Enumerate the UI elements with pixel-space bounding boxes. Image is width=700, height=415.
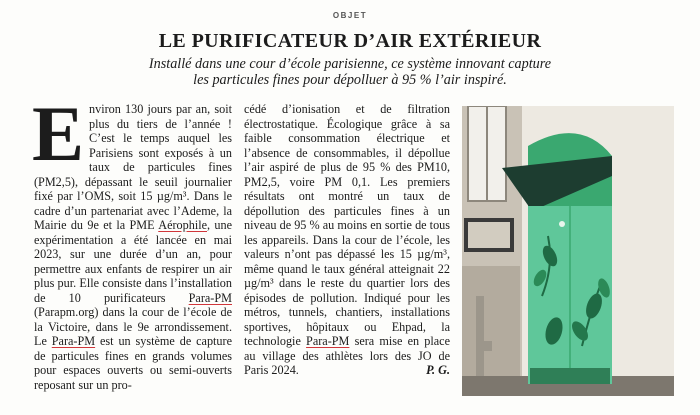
signature: P. G. [426,363,450,377]
photo-illustration [462,106,674,396]
link-para-pm-2[interactable]: Para-PM [51,334,96,348]
col2-text-1: cédé d’ionisation et de filtration électrostatique. Écologique grâce à sa faible consommation électrique et l’absence de consommables, il dépollue l’air aspiré de plus de 95 % des PM10, PM2,5, voire PM 0,1. Les premiers résultats ont montré un taux de dépollution des particules fines à un niveau de 95 % au moins en sortie de tous les appareils. Dans la cour de l’école, les valeurs n’ont pas dépassé les 15 µg/m³, même quand le taux général atteignait 22 µg/m³ dans le reste du quartier lors des épisodes de pollution. Indiqué pour les métros, tunnels, chantiers, installations sportives, hôpitaux ou Ehpad, la technologie [244,102,450,348]
drop-cap: E [32,90,85,177]
col1-text-4: est un système de capture de particules fines en grands volumes pour espaces ouverts ou semi-ouverts reposant sur un pro- [34,334,232,392]
col2-text-2: sera mise en place au village des athlètes lors des JO de Paris 2024. [244,334,450,377]
rubric: OBJET [332,11,368,20]
col1-paragraph [32,90,232,392]
link-para-pm-1[interactable]: Para-PM [188,290,232,305]
col1-text-3: (Parapm.org) dans la cour de l’école de la Victoire, dans le 9e arrondissement. Le [34,305,232,348]
col2-paragraph [244,102,450,378]
col1-text-2: , une expérimentation a été lancée en mai 2023, sur une durée d’un an, pour permettre aux enfants de respirer un air plus pur. Elle consiste dans l’installation de 10 purificateurs [34,218,232,305]
deck-line-1: Installé dans une cour d’école parisienne, ce système innovant capture [148,56,552,72]
article-column-1 [32,90,232,392]
purifier-photo [462,106,674,396]
article-column-2 [244,102,450,378]
col1-text-1: nviron 130 jours par an, soit plus du tiers de l’année ! C’est le temps auquel les Parisiens sont exposés à un taux de particules fines (PM2,5), dépassant le seuil journalier fixé par l’OMS, soit 15 µg/m³. Dans le cadre d’un partenariat avec l’Ademe, la Mairie du 9e et la PME [34,102,232,232]
headline: LE PURIFICATEUR D’AIR EXTÉRIEUR [158,30,542,52]
link-aerophile[interactable]: Aérophile [158,218,207,232]
link-para-pm-3[interactable]: Para-PM [306,334,350,348]
deck-line-2: les particules fines pour dépolluer à 95 % l’air inspiré. [193,72,507,88]
deck [80,56,620,88]
